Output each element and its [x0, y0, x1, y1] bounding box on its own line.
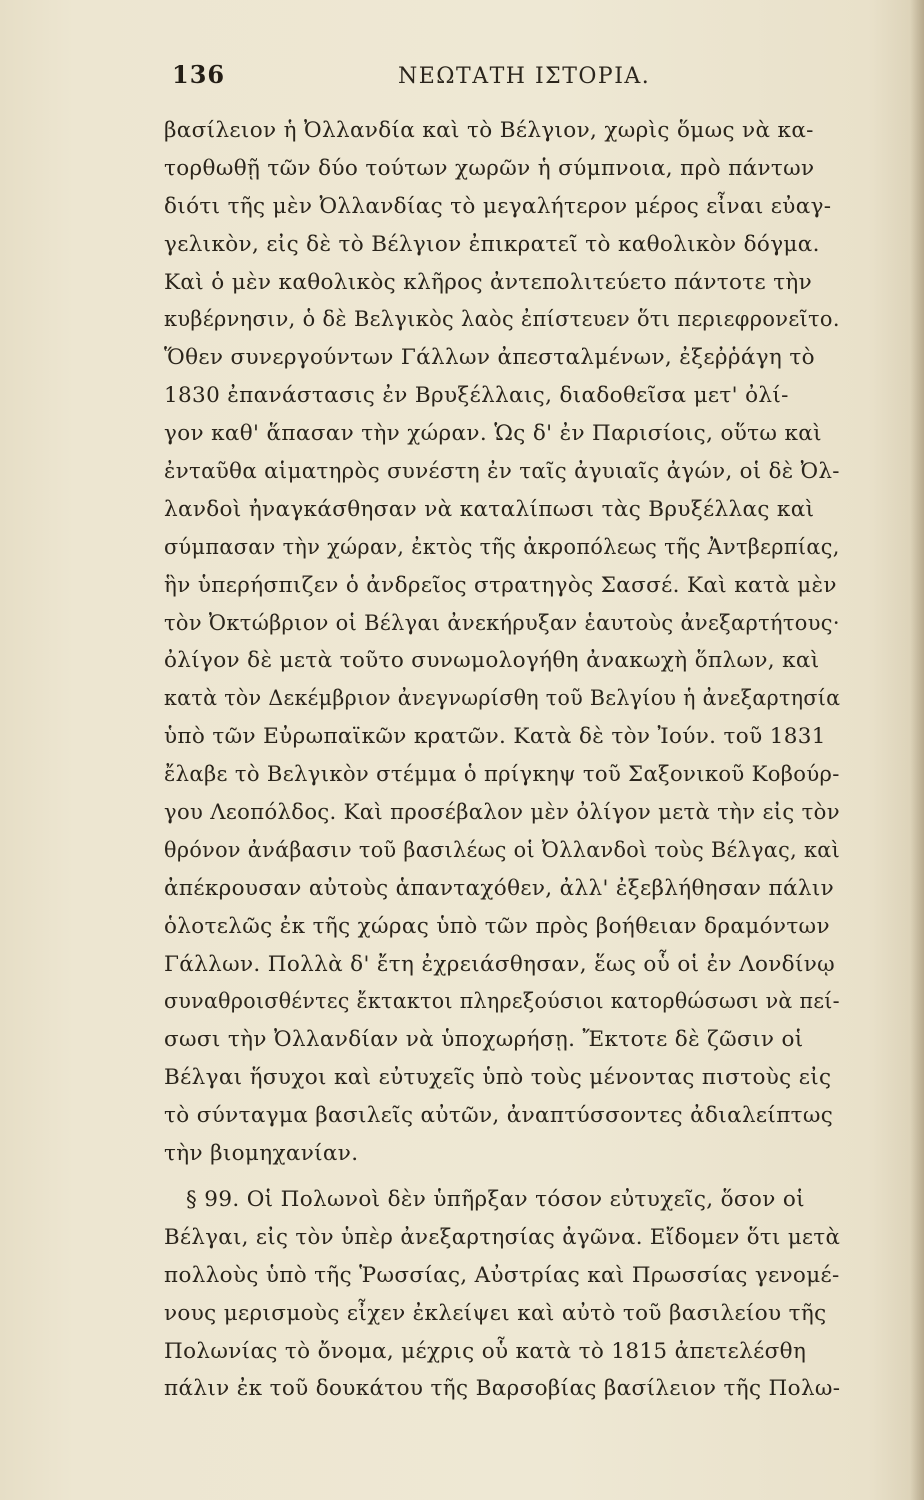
text-line: πάλιν ἐκ τοῦ δουκάτου τῆς Βαρσοβίας βασίλειον τῆς Πολω- [164, 1376, 841, 1402]
text-line: Πολωνίας τὸ ὄνομα, μέχρις οὗ κατὰ τὸ 1815 ἀπετελέσθη [164, 1338, 807, 1364]
text-line: ὁλοτελῶς ἐκ τῆς χώρας ὑπὸ τῶν πρὸς βοήθειαν δραμόντων [164, 913, 830, 939]
body-text [164, 112, 840, 1408]
page-number: 136 [172, 60, 226, 89]
text-line: θρόνον ἀνάβασιν τοῦ βασιλέως οἱ Ὀλλανδοὶ τοὺς Βέλγας, καὶ [164, 837, 841, 863]
text-line: κυβέρνησιν, ὁ δὲ Βελγικὸς λαὸς ἐπίστευεν ὅτι περιεφρονεῖτο. [164, 307, 840, 333]
text-line: § 99. Οἱ Πολωνοὶ δὲν ὑπῆρξαν τόσον εὐτυχεῖς, ὅσον οἱ [186, 1186, 805, 1212]
text-line: βασίλειον ἡ Ὀλλανδία καὶ τὸ Βέλγιον, χωρὶς ὅμως νὰ κα- [164, 118, 814, 143]
text-line: ἐνταῦθα αἱματηρὸς συνέστη ἐν ταῖς ἀγυιαῖς ἀγών, οἱ δὲ Ὀλ- [164, 459, 840, 485]
text-line: ἣν ὑπερήσπιζεν ὁ ἀνδρεῖος στρατηγὸς Σασσέ. Καὶ κατὰ μὲν [164, 572, 837, 598]
paragraph-gap [164, 1173, 840, 1181]
text-line: 1830 ἐπανάστασις ἐν Βρυξέλλαις, διαδοθεῖσα μετ' ὀλί- [164, 383, 789, 409]
text-line: Βέλγαι ἥσυχοι καὶ εὐτυχεῖς ὑπὸ τοὺς μένοντας πιστοὺς εἰς [164, 1065, 832, 1091]
text-line: γελικὸν, εἰς δὲ τὸ Βέλγιον ἐπικρατεῖ τὸ καθολικὸν δόγμα. [164, 231, 820, 257]
text-line: διότι τῆς μὲν Ὀλλανδίας τὸ μεγαλήτερον μέρος εἶναι εὐαγ- [164, 193, 832, 219]
text-line: ὑπὸ τῶν Εὐρωπαϊκῶν κρατῶν. Κατὰ δὲ τὸν Ἰούν. τοῦ 1831 [164, 724, 826, 750]
text-line: Καὶ ὁ μὲν καθολικὸς κλῆρος ἀντεπολιτεύετο πάντοτε τὴν [164, 269, 813, 295]
text-line: τὴν βιομηχανίαν. [164, 1141, 359, 1167]
text-line: γον καθ' ἅπασαν τὴν χώραν. Ὡς δ' ἐν Παρισίοις, οὕτω καὶ [164, 421, 822, 447]
running-title: ΝΕΩΤΑΤΗ ΙΣΤΟΡΙΑ. [398, 64, 651, 89]
text-line: Βέλγαι, εἰς τὸν ὑπὲρ ἀνεξαρτησίας ἀγῶνα. Εἴδομεν ὅτι μετὰ [164, 1224, 841, 1250]
text-line: τὸ σύνταγμα βασιλεῖς αὐτῶν, ἀναπτύσσοντες ἀδιαλείπτως [164, 1103, 834, 1129]
text-line: συναθροισθέντες ἔκτακτοι πληρεξούσιοι κατορθώσωσι νὰ πεί- [164, 989, 840, 1015]
text-line: Ὅθεν συνεργούντων Γάλλων ἀπεσταλμένων, ἐξεῤῥάγη τὸ [164, 345, 815, 371]
text-line: κατὰ τὸν Δεκέμβριον ἀνεγνωρίσθη τοῦ Βελγίου ἡ ἀνεξαρτησία [164, 686, 841, 712]
text-line: σύμπασαν τὴν χώραν, ἐκτὸς τῆς ἀκροπόλεως τῆς Ἀντβερπίας, [164, 534, 840, 560]
page-header [170, 60, 830, 100]
text-line: τὸν Ὀκτώβριον οἱ Βέλγαι ἀνεκήρυξαν ἑαυτοὺς ἀνεξαρτήτους· [164, 610, 840, 636]
page-edge-shadow [910, 0, 924, 1500]
text-line: τορθωθῇ τῶν δύο τούτων χωρῶν ἡ σύμπνοια, πρὸ πάντων [164, 155, 815, 181]
text-line: νους μερισμοὺς εἶχεν ἐκλείψει καὶ αὐτὸ τοῦ βασιλείου τῆς [164, 1300, 827, 1326]
text-line: ἔλαβε τὸ Βελγικὸν στέμμα ὁ πρίγκηψ τοῦ Σαξονικοῦ Κοβούρ- [164, 762, 840, 788]
text-line: γου Λεοπόλδος. Καὶ προσέβαλον μὲν ὀλίγον μετὰ τὴν εἰς τὸν [164, 800, 840, 826]
text-line: σωσι τὴν Ὀλλανδίαν νὰ ὑποχωρήσῃ. Ἔκτοτε δὲ ζῶσιν οἱ [164, 1027, 804, 1053]
text-line: Γάλλων. Πολλὰ δ' ἔτη ἐχρειάσθησαν, ἕως οὗ οἱ ἐν Λονδίνῳ [164, 951, 836, 977]
text-line: λανδοὶ ἠναγκάσθησαν νὰ καταλίπωσι τὰς Βρυξέλλας καὶ [164, 496, 815, 522]
text-line: ἀπέκρουσαν αὐτοὺς ἁπανταχόθεν, ἀλλ' ἐξεβλήθησαν πάλιν [164, 875, 835, 901]
text-line: πολλοὺς ὑπὸ τῆς Ῥωσσίας, Αὐστρίας καὶ Πρωσσίας γενομέ- [164, 1262, 840, 1288]
text-line: ὀλίγον δὲ μετὰ τοῦτο συνωμολογήθη ἀνακωχὴ ὅπλων, καὶ [164, 648, 820, 674]
